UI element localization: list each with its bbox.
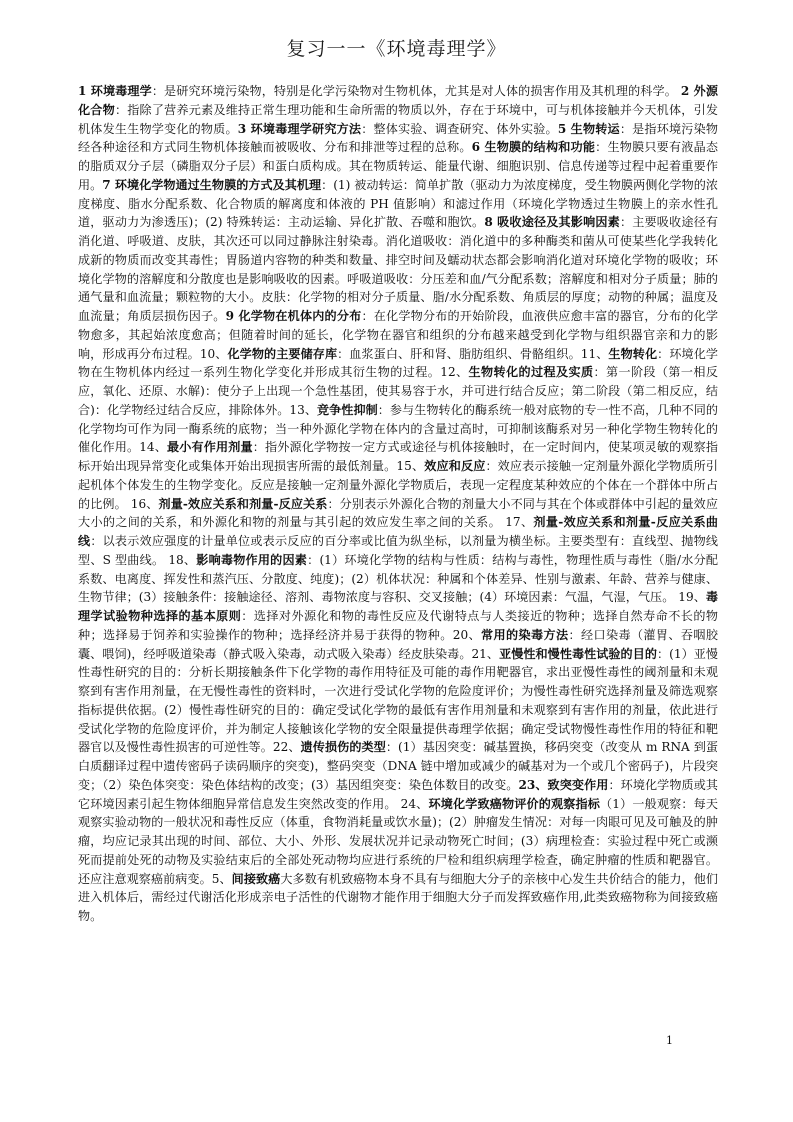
page-title: 复习一一《环境毒理学》 (286, 38, 507, 60)
term-heading: 剂量-效应关系和剂量-反应关系 (158, 496, 328, 511)
body-text-run: ：在化学物分布的开始阶段，血液供应愈丰富的器官，分布的化学物愈多，其起始浓度愈高；但随着时间的延长，化学物在器官和组织的分布越来越受到化学物与组织器官亲和力的影响，形成再分布过程。10、 (78, 309, 718, 361)
body-text-run: ：血浆蛋白、肝和肾、脂肪组织、骨骼组织。11、 (337, 346, 609, 361)
body-text-run: ：参与生物转化的酶系统一般对底物的专一性不高，几种不同的化学物均可作为同一酶系统的底物；当一种外源化学物在体内的含量过高时，可抑制该酶系对另一种化学物生物转化的催化作用。14、 (78, 402, 718, 455)
term-heading: 8 吸收途径及其影响因素 (484, 215, 620, 230)
term-heading: 亚慢性和慢性毒性试验的目的 (499, 646, 657, 661)
term-heading: 1 环境毒理学 (78, 84, 152, 98)
term-heading: 7 环境化学物通过生物膜的方式及其机理 (102, 177, 322, 192)
term-heading: 影响毒物作用的因素 (196, 552, 308, 567)
term-heading: 生物转化的过程及实质 (468, 365, 594, 380)
body-text-run: ：主要吸收途径有消化道、呼吸道、皮肤，其次还可以同过静脉注射染毒。消化道吸收：消化道中的多种酶类和菌从可使某些化学我转化成新的物质而改变其毒性；胃肠道内容物的种类和数量、排空时间及蠕动状态都会影响消化道对环境化学物的吸收；环境化学物的溶解度和分散度也是影响吸收的因素。呼吸道吸收：分压差和血/气分配系数；溶解度和相对分子质量；肺的通气量和血流量；颗粒物的大小。皮肤：化学物的相对分子质量、脂/水分配系数、角质层的厚度；动物的种属；温度及血流量；角质层损伤因子。 (78, 215, 718, 323)
body-text-run: ：(1）亚慢性毒性研究的目的：分析长期接触条件下化学物的毒作用特征及可能的毒作用靶器官，求出亚慢性毒性的阈剂量和未观察到有害作用剂量，在无慢性毒性的资料时，一次进行受试化学物的危险度评价；为慢性毒性研究选择剂量及筛选观察指标提供依据。(2）慢性毒性研究的目的：确定受试化学物的最低有害作用剂量和未观察到有害作用的剂量，依此进行受试化学物的危险度评价，并为制定人接触该化学物的安全限量提供毒理学依据；确定受试物慢性毒性作用的特征和靶器官以及慢性毒性损害的可逆性等。22、 (78, 646, 719, 755)
term-heading: 6 生物膜的结构和功能 (471, 140, 596, 155)
body-text-run: ：以表示效应强度的计量单位或表示反应的百分率或比值为纵坐标，以剂量为横坐标。主要类型有：直线型、抛物线型、S 型曲线。 18、 (78, 534, 718, 567)
term-heading: 竞争性抑制 (316, 402, 378, 417)
page-number: 1 (666, 1034, 673, 1047)
body-text-run: ：整体实验、调查研究、体外实验。 (361, 121, 558, 136)
term-heading: 环境化学致癌物评价的观察指标 (428, 796, 601, 811)
body-text-run: ：指除了营养元素及维持正常生理功能和生命所需的物质以外，存在于环境中，可与机体接触并今天机体，引发机体发生生物学变化的物质。 (78, 102, 718, 136)
body-text-run: ：选择对外源化和物的毒性反应及代谢特点与人类接近的物种；选择自然寿命不长的物种；选择易于饲养和实验操作的物种；选择经济并易于获得的物种。20、 (78, 609, 718, 642)
body-text-run: ：(1）环境化学物的结构与性质：结构与毒性，物理性质与毒性（脂/水分配系数、电离度、挥发性和蒸汽压、分散度、纯度)；(2）机体状况：种属和个体差异、性别与激素、年龄、营养与健康、生物节律；(3）接触条件：接触途径、溶剂、毒物浓度与容积、交叉接触；(4）环境因素：气温，气湿，气压。 19、 (78, 552, 718, 605)
term-heading: 2 外源化合物 (78, 84, 718, 117)
term-heading: 间接致癌 (231, 871, 281, 886)
body-text-run: ：是研究环境污染物，特别是化学污染物对生物机体，尤其是对人体的损害作用及其机理的科学。 (151, 84, 681, 98)
body-text-run: 大多数有机致癌物本身不具有与细胞大分子的亲核中心发生共价结合的能力，他们进入机体后，需经过代谢活化形成亲电子活性的代谢物才能作用于细胞大分子而发挥致癌作用,此类致癌物称为间接致癌物。 (78, 871, 718, 923)
body-text-run: （1）一般观察：每天观察实验动物的一般状况和毒性反应（体重，食物消耗量或饮水量)；(2）肿瘤发生情况：对每一肉眼可见及可触及的肿瘤，均应记录其出现的时间、部位、大小、外形、发展状况并记录动物死亡时间；(3）病理检查：实验过程中死亡或濒死而提前处死的动物及实验结束后的全部处死动物均应进行系统的尸检和组织病理学检查，确定肿瘤的性质和靶器官。还应注意观察癌前病变。5、 (78, 796, 719, 886)
term-heading: 生物转化 (608, 346, 658, 361)
term-heading: 最小有作用剂量 (167, 440, 253, 455)
body-text-run: ：指外源化学物按一定方式或途径与机体接触时，在一定时间内，使某项灵敏的观察指标开始出现异常变化或集体开始出现损害所需的最低剂量。15、 (78, 440, 718, 473)
term-heading: 常用的染毒方法 (481, 627, 569, 642)
body-text-run: ：环境化学物质或其它环境因素引起生物体细胞异常信息发生突然改变的作用。 24、 (78, 777, 718, 811)
term-heading: 遗传损伤的类型 (300, 740, 386, 755)
body-text-run: ：效应表示接触一定剂量外源化学物质所引起机体个体发生的生物学变化。反应是接触一定剂量外源化学物质后，表现一定程度某种效应的个体在一个群体中所占的比例。 16、 (78, 459, 718, 511)
body-text-run: ：经口染毒（灌胃、吞咽胶囊、喂饲)，经呼吸道染毒（静式吸入染毒，动式吸入染毒）经皮肤染毒。21、 (78, 627, 718, 661)
body-text-run: ：生物膜只要有液晶态的脂质双分子层（磷脂双分子层）和蛋白质构成。其在物质转运、能量代谢、细胞识别、信息传递等过程中起着重要作用。 (78, 140, 718, 192)
term-heading: 化学物的主要储存库 (227, 346, 338, 361)
body-text-run: ：环境化学物在生物机体内经过一系列生物化学变化并形成其衍生物的过程。12、 (78, 346, 718, 380)
body-text-run: ：(1）基因突变：碱基置换，移码突变（改变从 m RNA 到蛋白质翻译过程中遗传密码子读码顺序的突变)，整码突变（DNA 链中增加或减少的碱基对为一个或几个密码子)，片段突变；（2）染色体突变：染色体结构的改变；(3）基因组突变：染色体数目的改变。 (78, 740, 718, 792)
body-text-run: ：第一阶段（第一相反应，氧化、还原、水解)：使分子上出现一个急性基团，使其易容于水，并可进行结合反应；第二阶段（第二相反应，结合)：化学物经过结合反应，排除体外。13、 (78, 365, 718, 417)
term-heading: 23、致突变作用 (518, 777, 609, 792)
term-heading: 效应和反应 (424, 459, 486, 473)
term-heading: 剂量-效应关系和剂量-反应关系曲线 (78, 515, 719, 548)
body-paragraph (78, 82, 718, 926)
body-text-run: ：(1) 被动转运：简单扩散（驱动力为浓度梯度，受生物膜两侧化学物的浓度梯度、脂水分配系数、化合物质的解离度和体液的 PH 值影响）和滤过作用（环境化学物透过生物膜上的亲水性孔道，驱动力为渗透压)；(2) 特殊转运：主动运输、异化扩散、吞噬和胞饮。 (78, 177, 718, 230)
term-heading: 3 环境毒理学研究方法 (237, 121, 362, 136)
term-heading: 毒理学试验物种选择的基本原则 (78, 590, 718, 623)
body-text-run: ：分别表示外源化合物的剂量大小不同与其在个体或群体中引起的量效应大小的之间的关系，和外源化和物的剂量与其引起的效应发生率之间的关系。 17、 (78, 496, 718, 530)
body-text-run: ：是指环境污染物经各种途径和方式同生物机体接触而被吸收、分布和排泄等过程的总称。 (78, 121, 718, 155)
term-heading: 9 化学物在机体内的分布 (225, 309, 362, 323)
term-heading: 5 生物转运 (557, 121, 620, 136)
